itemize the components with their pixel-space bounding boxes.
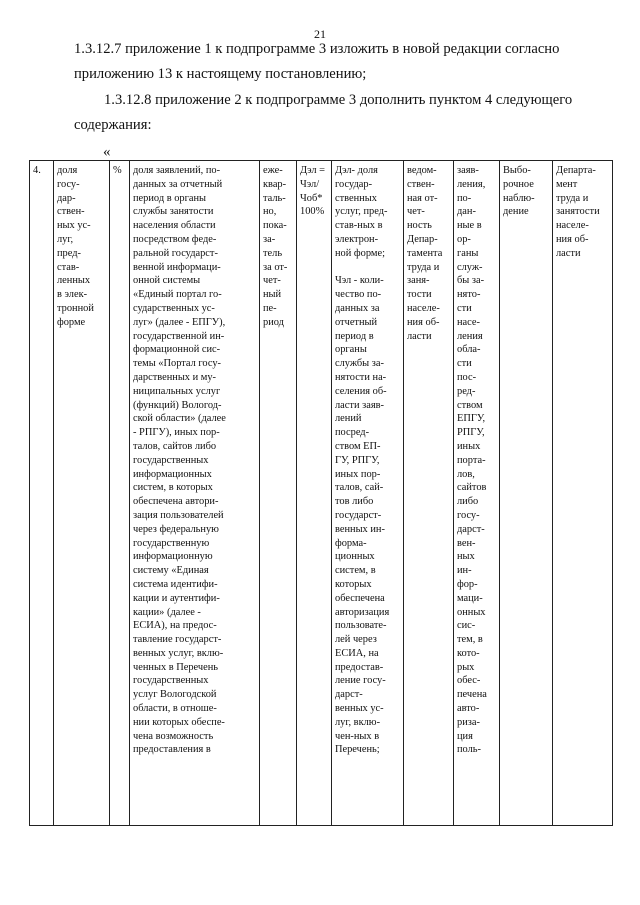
page-number: 21 bbox=[314, 27, 326, 41]
paragraph-1: 1.3.12.7 приложение 1 к подпрограмме 3 изложить в новой редакции согласно приложению 13 к настоящему постановлению; bbox=[74, 41, 560, 82]
cell-method: Выбо- рочное наблю- дение bbox=[500, 161, 553, 826]
opening-quote: « bbox=[103, 144, 111, 160]
cell-periodicity: еже- квар- таль- но, пока- за- тель за от- чет- ный пе- риод bbox=[260, 161, 297, 826]
cell-data-notes: заяв- ления, по- дан- ные в ор- ганы служ- бы за- нято- сти насе- ления обла- сти пос- ред- ством ЕПГУ, РПГУ, иных порта- лов, сайтов либо госу- дарст- вен- ных ин- фор- маци- онных сис- тем, в кото- рых обес- печена авто- риза- ция поль- bbox=[454, 161, 500, 826]
indicator-table bbox=[29, 160, 613, 826]
cell-indicator-name: доля госу- дар- ствен- ных ус- луг, пред- став- ленных в элек- тронной форме bbox=[54, 161, 110, 826]
table-row bbox=[30, 161, 613, 826]
cell-unit: % bbox=[110, 161, 130, 826]
cell-definition: доля заявлений, по- данных за отчетный период в органы службы занятости населения области посредством феде- ральной государст- венной информаци- онной системы «Единый портал го- сударственных ус- луг» (далее - ЕПГУ), государственной ин- формационной сис- темы «Портал госу- дарственных и му- ниципальных услуг (функций) Вологод- ской области» (далее - РПГУ), иных пор- талов, сайтов либо государственных информационных систем, в которых обеспечена автори- зация пользователей через федеральную государственную информационную систему «Единая система идентифи- кации и аутентифи- кации» (далее - ЕСИА), на предос- тавление государст- венных услуг, вклю- ченных в Перечень государственных услуг Вологодской области, в отноше- нии которых обеспе- чена возможность предоставления в bbox=[130, 161, 260, 826]
cell-responsible: Департа- мент труда и занятости населе- ния об- ласти bbox=[553, 161, 613, 826]
cell-formula: Дэл = Чэл/ Чоб* 100% bbox=[297, 161, 332, 826]
paragraph-2: 1.3.12.8 приложение 2 к подпрограмме 3 дополнить пунктом 4 следующего содержания: bbox=[74, 92, 573, 133]
cell-variables: Дэл- доля государ- ственных услуг, пред- став-ных в электрон- ной форме; Чэл - коли- чество по- данных за отчетный период в органы службы за- нятости на- селения об- ласти заяв- лений посред- ством ЕП- ГУ, РПГУ, иных пор- талов, сай- тов либо государст- венных ин- форма- ционных систем, в которых обеспечена авторизация пользовате- лей через ЕСИА, на предостав- ление госу- дарст- венных ус- луг, вклю- чен-ных в Перечень; bbox=[332, 161, 404, 826]
cell-number: 4. bbox=[30, 161, 54, 826]
cell-source: ведом- ствен- ная от- чет- ность Депар- тамента труда и заня- тости населе- ния об- ласти bbox=[404, 161, 454, 826]
